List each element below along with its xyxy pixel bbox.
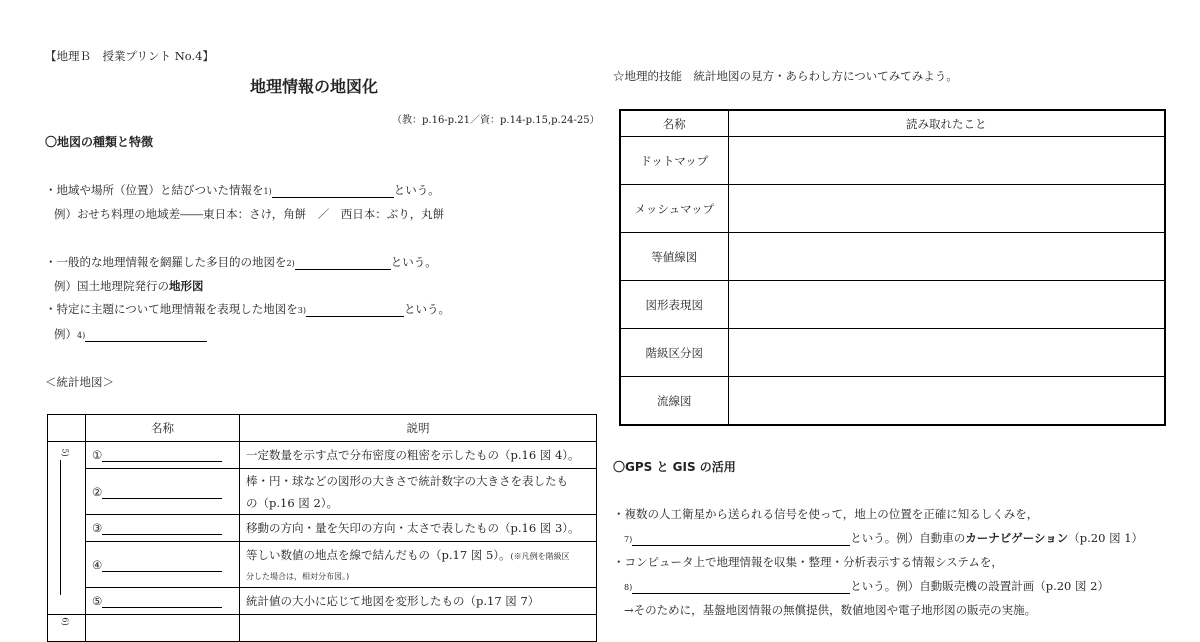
table-row: ① [86, 442, 240, 469]
table-row-description: 棒・円・球などの図形の大きさで統計数字の大きさを表したも の（p.16 図 2）。 [240, 469, 597, 515]
map-type-graphic: 図形表現図 [620, 281, 728, 329]
table-row: ④ [86, 542, 240, 588]
table-row: ⑤ [86, 588, 240, 615]
gis-note: →そのために，基盤地図情報の無償提供，数値地図や電子地形図の販売の実施。 [624, 603, 1037, 617]
question-8: 8) という。例）自動販売機の設置計画（p.20 図 2） [624, 579, 1109, 593]
column-header-description: 説明 [240, 415, 597, 442]
answer-blank-2[interactable] [295, 256, 391, 270]
map-type-choropleth: 階級区分図 [620, 329, 728, 377]
answer-blank-table-2[interactable] [102, 485, 222, 499]
answer-blank-table-1[interactable] [102, 448, 222, 462]
reading-table [619, 109, 1166, 426]
question-1: ・地域や場所（位置）と結びついた情報を1) という。 [45, 183, 440, 197]
table-row-description: 統計値の大小に応じて地図を変形したもの（p.17 図 7） [240, 588, 597, 615]
group-label-cell [48, 442, 86, 615]
gis-description: ・コンピュータ上で地理情報を収集・整理・分析表示する情報システムを， [613, 555, 1003, 569]
group-label: 5) [60, 448, 70, 457]
answer-blank-table-4[interactable] [102, 558, 222, 572]
reference-pages: （教：p.16-p.21／資：p.14-p.15,p.24-25） [392, 115, 600, 126]
question-2: ・一般的な地理情報を網羅した多目的の地図を2) という。 [45, 255, 437, 269]
answer-blank-8[interactable] [632, 580, 850, 594]
table-row-description: 等しい数値の地点を線で結んだもの（p.17 図 5）。(※凡例を階級区 分した場合は，相対分布図。) [240, 542, 597, 588]
reading-cell[interactable] [728, 137, 1165, 185]
answer-blank-table-3[interactable] [102, 521, 222, 535]
table-row: ② [86, 469, 240, 515]
table-row-description: 一定数量を示す点で分布密度の粗密を示したもの（p.16 図 4）。 [240, 442, 597, 469]
reading-cell[interactable] [728, 233, 1165, 281]
table-row-description: 移動の方向・量を矢印の方向・太さで表したもの（p.16 図 3）。 [240, 515, 597, 542]
page-title: 地理情報の地図化 [250, 77, 379, 96]
example-2: 例）国土地理院発行の地形図 [54, 279, 204, 293]
reading-cell[interactable] [728, 329, 1165, 377]
question-7: 7) という。例）自動車のカーナビゲーション（p.20 図 1） [624, 531, 1144, 545]
subsection-statistical-maps: ＜統計地図＞ [45, 375, 114, 389]
column-header-read: 読み取れたこと [728, 110, 1165, 137]
handout-header: 【地理Ｂ 授業プリント No.4】 [45, 49, 214, 63]
skills-heading: ☆地理的技能 統計地図の見方・あらわし方についてみてみよう。 [613, 69, 958, 83]
group-label-2: 6) [60, 617, 70, 626]
answer-blank-4[interactable] [85, 328, 207, 342]
answer-blank-table-5[interactable] [102, 594, 222, 608]
example-1: 例）おせち料理の地域差――東日本：さけ，角餅 ／ 西日本：ぶり，丸餅 [54, 207, 445, 221]
map-type-mesh: メッシュマップ [620, 185, 728, 233]
question-4: 例）4) [54, 326, 207, 342]
map-type-dot: ドットマップ [620, 137, 728, 185]
map-type-flow: 流線図 [620, 377, 728, 426]
column-header-name: 名称 [86, 415, 240, 442]
answer-blank-1[interactable] [272, 184, 394, 198]
table-row: ③ [86, 515, 240, 542]
gps-description: ・複数の人工衛星から送られる信号を使って，地上の位置を正確に知るしくみを， [613, 507, 1039, 521]
answer-blank-7[interactable] [632, 532, 850, 546]
question-3: ・特定に主題について地理情報を表現した地図を3) という。 [45, 302, 450, 316]
answer-blank-3[interactable] [306, 303, 404, 317]
statistical-map-table [47, 414, 597, 642]
section-heading-map-types: 〇地図の種類と特徴 [45, 135, 154, 149]
group-label-cell-2 [48, 615, 86, 642]
column-header-name: 名称 [620, 110, 728, 137]
reading-cell[interactable] [728, 281, 1165, 329]
reading-cell[interactable] [728, 377, 1165, 426]
map-type-isoline: 等値線図 [620, 233, 728, 281]
section-heading-gps-gis: 〇GPS と GIS の活用 [613, 460, 736, 474]
group-label-line [60, 460, 61, 595]
reading-cell[interactable] [728, 185, 1165, 233]
